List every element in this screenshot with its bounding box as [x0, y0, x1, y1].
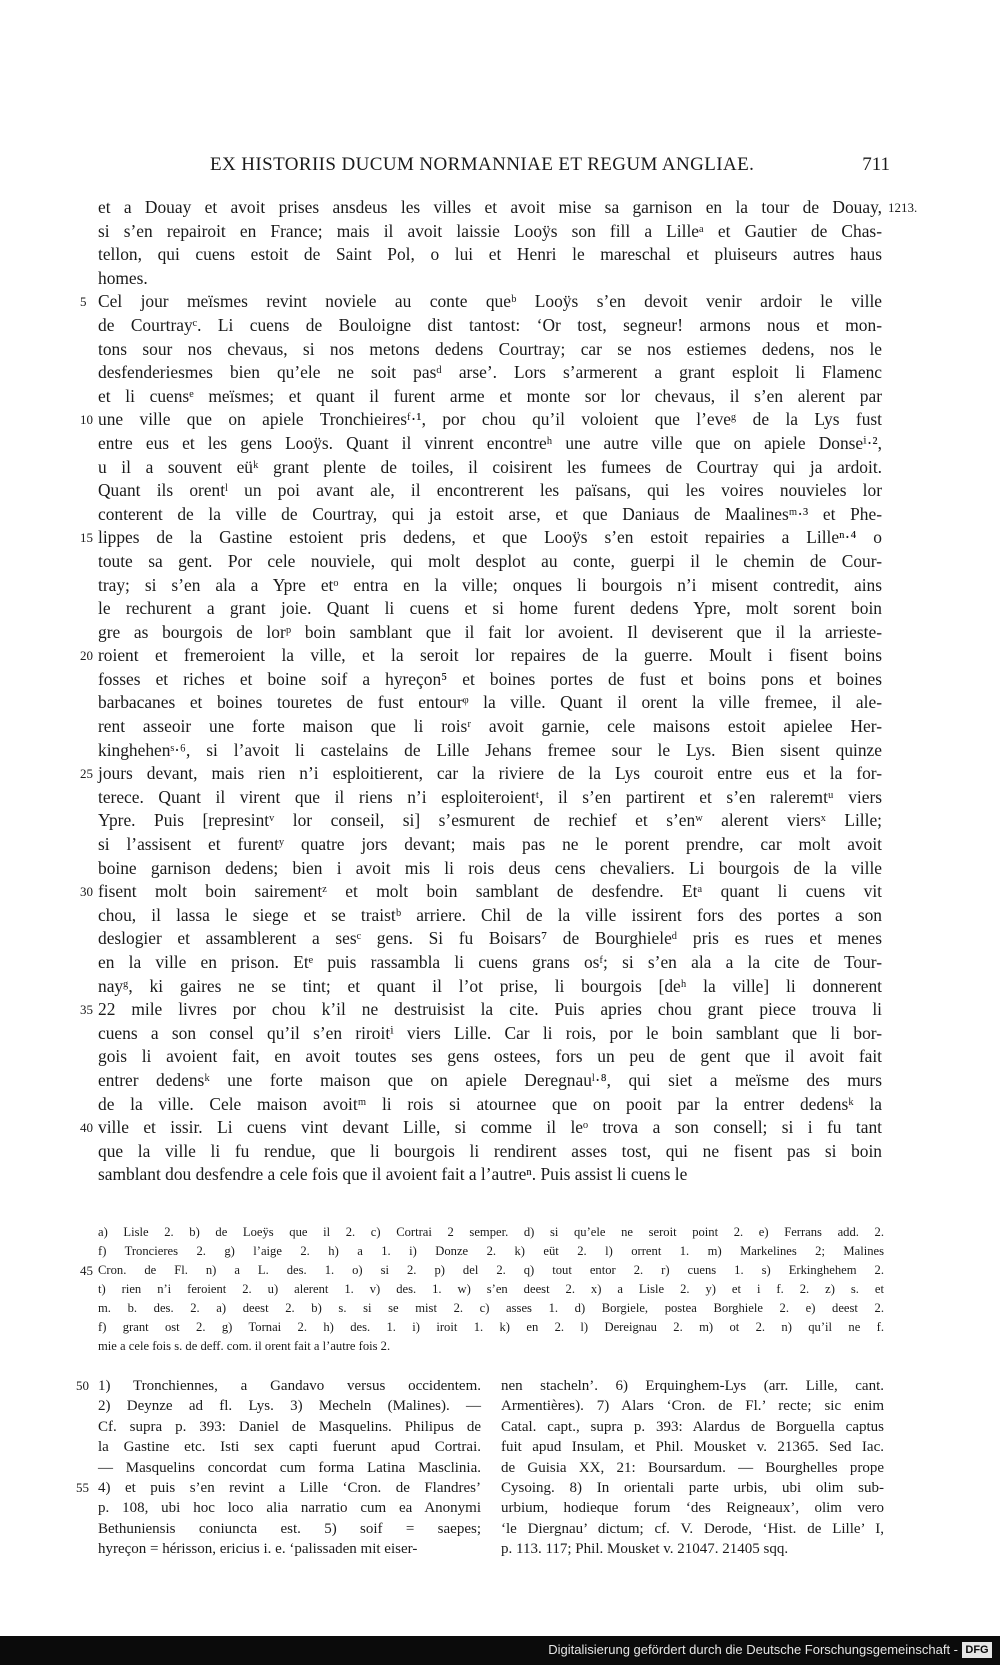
- text-line: [98, 597, 882, 621]
- text-line-text: terece. Quant il virent que il riens n’i esploiteroientᵗ, il s’en partirent et s’en raleremtᵘ viers: [98, 786, 882, 807]
- footnotes: [76, 1376, 884, 1566]
- text-line-text: Ypre. Puis [represintᵛ lor conseil, si] s’esmurent de rechief et s’enʷ alerent viersˣ Lille;: [98, 810, 882, 831]
- footnote-line: [98, 1498, 481, 1518]
- text-line-text: entre eus et les gens Looÿs. Quant il vinrent encontreʰ une autre ville que on apiele Donseⁱ·²,: [98, 432, 882, 453]
- text-line: [98, 739, 882, 763]
- footnote-line-text: 1) Tronchiennes, a Gandavo versus occidentem.: [98, 1378, 481, 1394]
- footnote-line-text: hyreçon = hérisson, ericius i. e. ‘palissaden mit eiser-: [98, 1541, 418, 1558]
- footnote-line-text: la Gastine etc. Isti sex capti fuerunt apud Cortrai.: [98, 1439, 481, 1456]
- text-line-text: que la ville li fu rendue, que li bourgois li rendirent asses tost, qui ne fisent pas si boin: [98, 1140, 882, 1161]
- text-line-text: si s’en repairoit en France; mais il avoit laissie Looÿs son fill a Lilleᵃ et Gautier de Chas-: [98, 220, 882, 241]
- footnote-line-text: p. 108, ubi hoc loco alia narratio cum ea Anonymi: [98, 1500, 481, 1517]
- text-line: [98, 668, 882, 692]
- text-line: [98, 574, 882, 598]
- text-line: [80, 762, 882, 786]
- footnote-line: [76, 1376, 481, 1396]
- text-line-text: u il a souvent eüᵏ grant plente de toiles, il coisirent les fumees de Courtray qui ja ardoit.: [98, 456, 882, 477]
- footnote-line-text: de Guisia XX, 21: Boursardum. — Bourghelles prope: [501, 1459, 884, 1476]
- text-line-text: desfenderiesmes bien qu’ele ne soit pasᵈ arse’. Lors s’armerent a grant esploit li Flamenc: [98, 362, 882, 383]
- text-line: [80, 880, 882, 904]
- text-line: [98, 432, 882, 456]
- text-line: [98, 361, 882, 385]
- footnote-line: [98, 1437, 481, 1457]
- footnote-line-text: 4) et puis s’en revint a Lille ‘Cron. de Flandres’: [98, 1479, 481, 1496]
- text-line: [98, 220, 882, 244]
- variant-line-text: m. b. des. 2. a) deest 2. b) s. si se mist 2. c) asses 1. d) Borgiele, postea Borghiele 2. e) deest 2.: [98, 1301, 884, 1315]
- footer-bar: [0, 1636, 1000, 1665]
- line-number: 15: [80, 530, 93, 546]
- text-line-text: samblant dou desfendre a cele fois que il avoient fait a l’autreⁿ. Puis assist li cuens le: [98, 1164, 688, 1185]
- footer-credit: Digitalisierung gefördert durch die Deutsche Forschungsgemeinschaft -: [548, 1642, 958, 1657]
- text-line: [98, 338, 882, 362]
- footnote-line: [98, 1417, 481, 1437]
- variant-line-text: mie a cele fois s. de deff. com. il orent fait a l’autre fois 2.: [98, 1339, 391, 1353]
- variant-line: [80, 1261, 884, 1280]
- text-line-text: nayᵍ, ki gaires ne se tint; et quant il l’ot prise, li bourgois [deʰ la ville] li donnerent: [98, 975, 882, 996]
- text-line: [80, 1116, 882, 1140]
- text-line: [98, 786, 882, 810]
- text-line-text: fosses et riches et boine soif a hyreçon⁵ et boines portes de fust et boins pons et boines: [98, 668, 882, 689]
- text-line-text: jours devant, mais rien n’i esploitierent, car la riviere de la Lys couroit entre eus et la for-: [98, 763, 882, 784]
- text-line: [98, 951, 882, 975]
- footnote-line: [501, 1396, 884, 1416]
- footnote-line: [501, 1478, 884, 1498]
- text-line: [98, 267, 882, 291]
- variant-line-text: a) Lisle 2. b) de Loeÿs que il 2. c) Cortrai 2 semper. d) si qu’ele ne seroit point 2. e) Ferrans add. 2.: [98, 1225, 884, 1239]
- text-line-text: chou, il lassa le siege et se traistᵇ arriere. Chil de la ville issirent fors des portes a son: [98, 904, 882, 925]
- text-line-text: 22 mile livres por chou k’il ne destruisist la cite. Puis apries chou grant piece trouva li: [98, 999, 882, 1020]
- text-line: [98, 196, 882, 220]
- text-line-text: lippes de la Gastine estoient pris dedens, et que Looÿs s’en estoit repairies a Lilleⁿ·⁴ o: [98, 527, 882, 548]
- footnote-line-text: 2) Deynze ad fl. Lys. 3) Mecheln (Malines). —: [98, 1398, 481, 1415]
- text-line: [98, 691, 882, 715]
- text-line: [98, 904, 882, 928]
- footnote-line: [98, 1519, 481, 1539]
- footnote-line-text: Armentières). 7) Alars ‘Cron. de Fl.’ recte; sic enim: [501, 1398, 884, 1415]
- text-line: [98, 1045, 882, 1069]
- text-line: [98, 715, 882, 739]
- line-number: 55: [76, 1479, 89, 1495]
- text-line: [98, 621, 882, 645]
- text-line: [80, 644, 882, 668]
- footnote-line-text: ‘le Diergnau’ dictum; cf. V. Derode, ‘Hist. de Lille’ I,: [501, 1520, 884, 1537]
- line-number: 20: [80, 648, 93, 664]
- text-line-text: kinghehenˢ·⁶, si l’avoit li castelains de Lille Jehans fremee sour le Lys. Bien sisent quinze: [98, 739, 882, 760]
- text-line-text: barbacanes et boines touretes de fust entourᵠ la ville. Quant il orent la ville fremee, il ale-: [98, 692, 882, 713]
- text-line-text: rent asseoir une forte maison que li roisʳ avoit garnie, cele maisons estoit apielee Her-: [98, 716, 882, 737]
- line-number: 40: [80, 1120, 93, 1136]
- text-line-text: de Courtrayᶜ. Li cuens de Bouloigne dist tantost: ‘Or tost, segneur! armons nous et mon-: [98, 314, 882, 335]
- footnote-line-text: Catal. capt., supra p. 393: Alardus de Borguella captus: [501, 1418, 884, 1435]
- footnote-line: [501, 1458, 884, 1478]
- text-line: [98, 385, 882, 409]
- text-line: [98, 1140, 882, 1164]
- variant-line: [98, 1280, 884, 1299]
- text-line: [98, 1022, 882, 1046]
- text-line: [98, 503, 882, 527]
- text-line-text: deslogier et assamblerent a sesᶜ gens. Si fu Boisars⁷ de Bourghieleᵈ pris es rues et menes: [98, 928, 882, 949]
- footnote-line: [501, 1519, 884, 1539]
- footnote-line-text: p. 113. 117; Phil. Mousket v. 21047. 21405 sqq.: [501, 1541, 789, 1558]
- footnote-line-text: urbium, hodieque forum ‘des Reigneaux’, olim vero: [501, 1500, 884, 1517]
- footnote-line: [76, 1478, 481, 1498]
- text-line: [98, 550, 882, 574]
- variant-line-text: Cron. de Fl. n) a L. des. 1. o) si 2. p) del 2. q) tout entor 2. r) cuens 1. s) Erkinghehem 2.: [98, 1263, 884, 1277]
- text-line-text: Cel jour meïsmes revint noviele au conte queᵇ Looÿs s’en devoit venir ardoir le ville: [98, 291, 882, 312]
- variant-line: [98, 1223, 884, 1242]
- text-line: [80, 408, 882, 432]
- footnote-line-text: — Masquelins concordat cum forma Latina Masclinia.: [98, 1459, 481, 1476]
- text-line-text: entrer dedensᵏ une forte maison que on apiele Deregnauˡ·⁸, qui siet a meïsme des murs: [98, 1069, 882, 1090]
- line-number: 50: [76, 1378, 89, 1393]
- variant-line-text: f) grant ost 2. g) Tornai 2. h) des. 1. i) iroit 1. k) en 2. l) Dereignau 2. m) ot 2. n) qu’il ne f.: [98, 1320, 884, 1334]
- text-line: [98, 809, 882, 833]
- footnote-line: [501, 1539, 884, 1559]
- line-number: 10: [80, 412, 93, 428]
- text-line: [98, 927, 882, 951]
- text-line: [98, 314, 882, 338]
- text-line: [80, 290, 882, 314]
- footnotes-left-column: [76, 1376, 481, 1560]
- text-line-text: toute sa gent. Por cele nouviele, qui molt desplot au conte, guerpi il le chemin de Cour-: [98, 550, 882, 571]
- footnote-line: [501, 1437, 884, 1457]
- footnote-line: [98, 1539, 481, 1559]
- text-line-text: Quant ils orentˡ un poi avant ale, il encontrerent les païsans, qui les voires nouvieles lor: [98, 480, 882, 501]
- text-line: [98, 833, 882, 857]
- text-line-text: de la ville. Cele maison avoitᵐ li rois si atournee que on pooit par la entrer dedensᵏ la: [98, 1093, 882, 1114]
- text-line-text: et a Douay et avoit prises ansdeus les villes et avoit mise sa garnison en la tour de Douay,: [98, 197, 882, 217]
- variant-line: [98, 1242, 884, 1261]
- text-line-text: conterent de la ville de Courtray, qui ja estoit arse, et que Daniaus de Maalinesᵐ·³ et Phe-: [98, 503, 882, 524]
- text-line-text: gre as bourgois de lorᵖ boin samblant que il fait lor avoient. Il deviserent que il la arrieste-: [98, 621, 882, 642]
- line-number: 30: [80, 884, 93, 900]
- variant-line-text: t) rien n’i feroient 2. u) alerent 1. v) des. 1. w) s’en deest 2. x) a Lisle 2. y) et i f. 2. z) s. et: [98, 1282, 884, 1296]
- text-line-text: en la ville en prison. Etᵉ puis rassambla li cuens grans osᶠ; si s’en ala a la cite de Tour-: [98, 952, 882, 972]
- line-number: 5: [80, 294, 87, 310]
- text-line: [98, 479, 882, 503]
- text-line-text: une ville que on apiele Tronchieiresᶠ·¹, por chou qu’il voloient que l’eveᵍ de la Lys fust: [98, 409, 882, 430]
- running-head: EX HISTORIIS DUCUM NORMANNIAE ET REGUM ANGLIAE.: [210, 154, 755, 175]
- text-line-text: tellon, qui cuens estoit de Saint Pol, o lui et Henri le mareschal et pluiseurs autres haus: [98, 244, 882, 265]
- footnote-line-text: Cysoing. 8) In orientali parte urbis, ubi olim sub-: [501, 1479, 884, 1496]
- text-line-text: tons sour nos chevaus, si nos metons dedens Courtray; car se nos estiemes dedens, nos le: [98, 338, 882, 359]
- text-line-text: si l’assisent et furentʸ quatre jors devant; mais pas ne le porent prendre, car molt avoit: [98, 834, 882, 855]
- text-line-text: et li cuensᵉ meïsmes; et quant il furent arme et monte sor lor chevaus, il s’en alerent par: [98, 385, 882, 406]
- text-line: [98, 1163, 882, 1187]
- text-line: [98, 857, 882, 881]
- footnote-line: [501, 1417, 884, 1437]
- text-line-text: cuens a son consel qu’il s’en riroitⁱ viers Lille. Car li rois, por le boin samblant que li bor-: [98, 1022, 882, 1043]
- variant-apparatus: [80, 1223, 884, 1356]
- text-line-text: ville et issir. Li cuens vint devant Lille, si comme il leᵒ trova a son consell; si i fu tant: [98, 1117, 882, 1138]
- footnote-line-text: nen stacheln’. 6) Erquinghem-Lys (arr. Lille, cant.: [501, 1378, 884, 1394]
- variant-line: [98, 1318, 884, 1337]
- text-line: [98, 243, 882, 267]
- text-line-text: tray; si s’en ala a Ypre etᵒ entra en la ville; onques li bourgois n’i misent contredit, ains: [98, 574, 882, 595]
- page-header: [0, 154, 1000, 180]
- footnote-line: [501, 1498, 884, 1518]
- footnote-line-text: Cf. supra p. 393: Daniel de Masquelins. Philipus de: [98, 1418, 481, 1435]
- text-line: [98, 975, 882, 999]
- text-line: [98, 1093, 882, 1117]
- line-number: 45: [80, 1263, 93, 1278]
- text-line: [80, 998, 882, 1022]
- main-text: [80, 196, 882, 1187]
- footnote-line: [501, 1376, 884, 1396]
- text-line: [80, 526, 882, 550]
- text-line: [98, 456, 882, 480]
- footnote-line-text: Bethuniensis coniuncta est. 5) soif = saepes;: [98, 1520, 481, 1537]
- text-line-text: fisent molt boin sairementᶻ et molt boin samblant de desfendre. Etᵃ quant li cuens vit: [98, 881, 882, 902]
- text-line: [98, 1069, 882, 1093]
- text-line-text: boine garnison dedens; bien i avoit mis li rois deus cens chevaliers. Li bourgois de la ville: [98, 857, 882, 878]
- dfg-logo: DFG: [962, 1642, 992, 1658]
- text-line-text: le rechurent a grant joie. Quant li cuens et si home furent dedens Ypre, molt sorent boin: [98, 598, 882, 619]
- line-number: 25: [80, 766, 93, 782]
- text-line-text: gois li avoient fait, en avoit toutes ses gens ostees, fors un peu de gent que il avoit fait: [98, 1046, 882, 1067]
- footnote-line: [98, 1458, 481, 1478]
- footnotes-right-column: [501, 1376, 884, 1560]
- variant-line: [98, 1337, 884, 1356]
- variant-line: [98, 1299, 884, 1318]
- margin-year: 1213.: [888, 200, 918, 215]
- line-number: 35: [80, 1002, 93, 1018]
- text-line-text: homes.: [98, 267, 148, 288]
- footnote-line: [98, 1396, 481, 1416]
- page-number: 711: [862, 154, 890, 175]
- variant-line-text: f) Troncieres 2. g) l’aige 2. h) a 1. i) Donze 2. k) eüt 2. l) orrent 1. m) Markelines 2; Malines: [98, 1244, 884, 1258]
- text-line-text: roient et fremeroient la ville, et la seroit lor repaires de la guerre. Moult i fisent boins: [98, 645, 882, 666]
- footnote-line-text: fuit apud Insulam, et Phil. Mousket v. 21365. Sed Iac.: [501, 1439, 884, 1456]
